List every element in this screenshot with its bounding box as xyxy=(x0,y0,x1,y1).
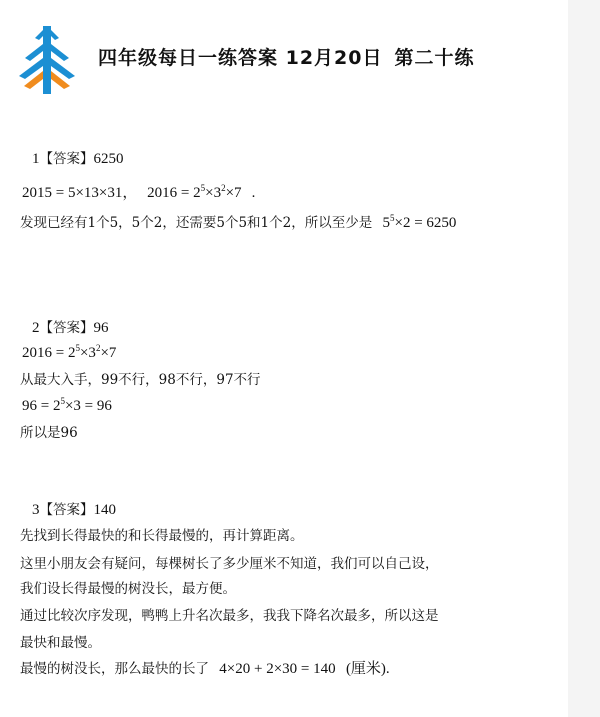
q1-number: 1 xyxy=(32,151,40,167)
q2-number: 2 xyxy=(32,320,40,336)
q1-calc-tail: ×2 = 6250 xyxy=(394,215,457,231)
q2-answer-value: 96 xyxy=(93,320,109,336)
q3-paragraph-6 xyxy=(20,660,390,678)
q2-check-exp: 5 xyxy=(60,396,65,406)
q3-paragraph-2: 这里小朋友会有疑问，每棵树长了多少厘米不知道，我们可以自己设， xyxy=(20,556,439,572)
q1-calc-exp: 5 xyxy=(390,213,395,223)
q1-explanation-text: 发现已经有1个5，5个2，还需要5个5和1个2，所以至少是 xyxy=(20,215,373,231)
q1-eq-2016-tail: ×7 xyxy=(225,185,242,201)
q2-check-base: 96 = 2 xyxy=(22,398,61,414)
page-title xyxy=(98,43,475,70)
q1-answer-tag: 【答案】 xyxy=(39,151,94,167)
title-sub: 第二十练 xyxy=(394,47,475,69)
q1-factorization xyxy=(22,184,255,202)
q3-answer-value: 140 xyxy=(93,502,116,518)
q3-number: 3 xyxy=(32,502,40,518)
q1-eq-2016 xyxy=(147,185,241,201)
q1-calculation xyxy=(383,215,457,231)
q1-explanation xyxy=(20,214,456,232)
tree-logo-icon xyxy=(16,24,78,96)
right-margin-bar xyxy=(568,0,600,717)
q1-eq-2016-exp2: 2 xyxy=(221,183,226,193)
q1-heading xyxy=(32,150,124,168)
q1-eq-separator: ， xyxy=(122,185,138,201)
q1-eq-2016-exp1: 5 xyxy=(200,183,206,193)
q2-reasoning: 从最大入手，99不行，98不行，97不行 xyxy=(20,372,261,388)
q1-calc-base: 5 xyxy=(382,215,391,231)
q3-paragraph-3: 我们设长得最慢的树没长，最方便。 xyxy=(20,581,236,597)
q3-heading xyxy=(32,501,116,519)
q2-eq-mid: ×3 xyxy=(79,345,96,361)
q2-conclusion: 所以是96 xyxy=(20,425,78,441)
title-main: 四年级每日一练答案 12月20日 xyxy=(98,47,383,69)
q2-eq-exp2: 2 xyxy=(95,343,101,353)
q2-check xyxy=(22,397,112,415)
q3-final-calculation: 4×20 + 2×30 = 140 xyxy=(219,661,336,677)
q2-answer-tag: 【答案】 xyxy=(39,320,94,336)
q3-final-unit: (厘米). xyxy=(345,661,390,677)
q2-factorization xyxy=(22,344,116,362)
q1-eq-2015: 2015 = 5×13×31 xyxy=(22,185,123,201)
q1-answer-value: 6250 xyxy=(93,151,124,167)
q2-eq-exp1: 5 xyxy=(75,343,80,353)
q1-eq-2016-mid: ×3 xyxy=(205,185,222,201)
q3-paragraph-4: 通过比较次序发现，鸭鸭上升名次最多，我我下降名次最多，所以这是 xyxy=(20,608,439,624)
q3-paragraph-1: 先找到长得最快的和长得最慢的，再计算距离。 xyxy=(20,528,304,544)
q2-eq-tail: ×7 xyxy=(100,345,117,361)
q1-eq-2016-base: 2016 = 2 xyxy=(147,185,201,201)
q2-eq-base: 2016 = 2 xyxy=(22,345,76,361)
q3-answer-tag: 【答案】 xyxy=(39,502,94,518)
q3-final-text: 最慢的树没长，那么最快的长了 xyxy=(20,661,209,677)
q3-paragraph-5: 最快和最慢。 xyxy=(20,635,101,651)
q1-eq-end: . xyxy=(251,185,256,201)
q2-check-tail: ×3 = 96 xyxy=(64,398,112,414)
q2-heading xyxy=(32,319,109,337)
